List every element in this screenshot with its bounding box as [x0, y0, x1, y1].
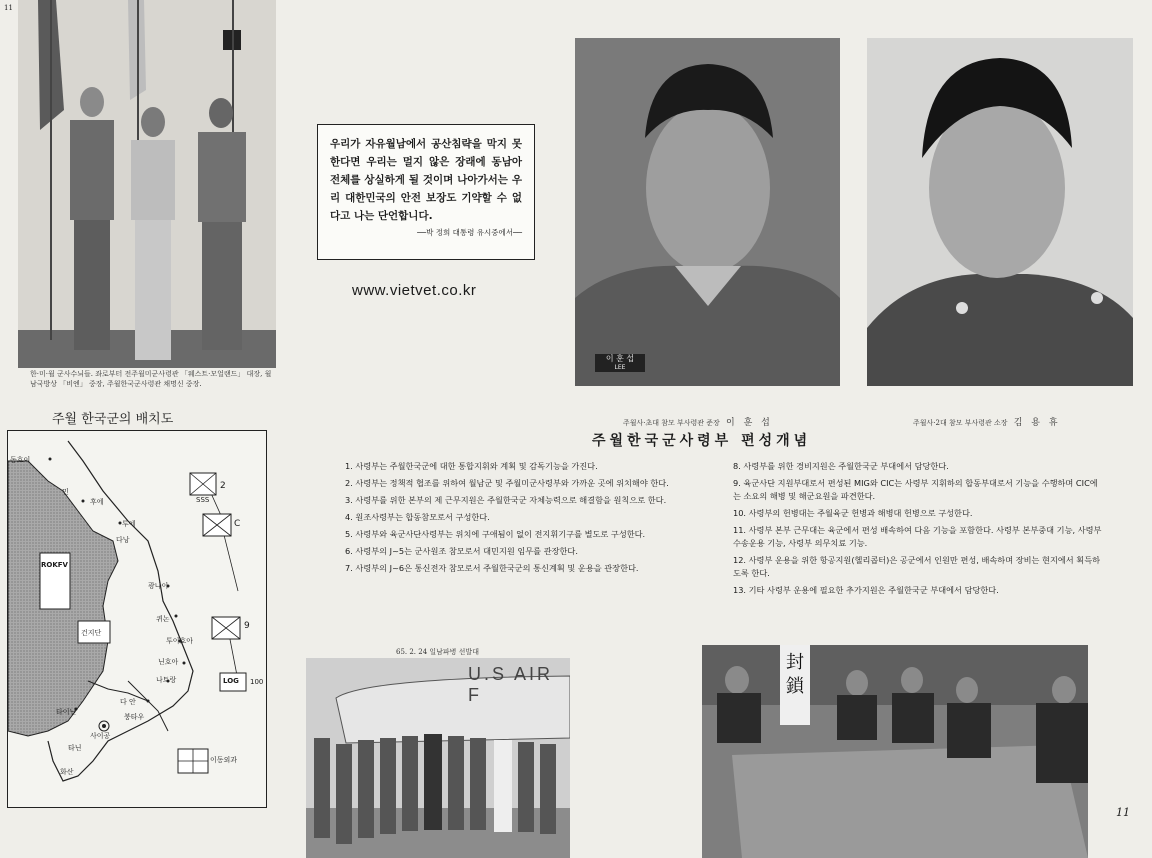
- map-label-nha-trang: 나트랑: [156, 676, 177, 684]
- nameplate-lee: [595, 354, 645, 372]
- section-title: 주월한국군사령부 편성개념: [592, 433, 812, 449]
- list-item: 11. 사령부 본부 근무대는 육군에서 편성 배속하여 다음 기능을 포함한다. 사령부 본부중대 기능, 사령부 수송운용 기능, 사령부 의무치료 기능.: [733, 525, 1102, 548]
- map-label-can-tho: 타닌: [68, 744, 82, 752]
- unit-log-number: 100: [250, 678, 264, 686]
- portrait-lee-title: 주월사·초대 참모 부사령관 준장: [623, 419, 720, 427]
- list-item: 12. 사령부 운용을 위한 항공지원(헬리콥터)은 공군에서 인원만 편성, 배속하며 장비는 현지에서 획득하도록 한다.: [733, 555, 1101, 578]
- photo-advance-party: [306, 658, 570, 858]
- quote-box: [317, 124, 535, 260]
- section-list-right: [733, 460, 1103, 601]
- portrait-kim: [867, 38, 1133, 386]
- photo-commanders: [18, 0, 276, 368]
- map-label-da-lat: 다 안: [120, 698, 136, 706]
- portrait-kim-title: 주월사·2대 참모 부사령관 소장: [913, 419, 1008, 427]
- unit-c: C: [234, 519, 241, 529]
- page-number-left-mark: 11: [4, 4, 13, 12]
- map-label-tan-an: 타이닌: [56, 708, 77, 716]
- map-label-hue: 후에: [90, 498, 104, 506]
- watermark-url: www.vietvet.co.kr: [352, 282, 477, 299]
- map-label-da-nang: 다낭: [116, 536, 130, 544]
- map-label-mobile-surgical: 이동외과: [210, 756, 238, 764]
- quote-text: 우리가 자유월남에서 공산침략을 막지 못한다면 우리는 멀지 않은 장래에 동남아 전체를 상실하게 될 것이며 나아가서는 우리 대한민국의 안전 보장도 기약할 수 없다고 나는 단언합니다.: [330, 138, 522, 222]
- map-label-dong-ha: 동호이: [10, 456, 31, 464]
- aircraft-text: U.S AIR F: [468, 664, 554, 705]
- deployment-map: [7, 430, 267, 808]
- airport-photo-caption: 65. 2. 24 일남파병 선발대: [396, 648, 479, 656]
- list-item: 7. 사령부의 J~6은 통신전자 참모로서 주월한국군의 통신계획 및 운용을 관장한다.: [345, 563, 639, 573]
- list-item: 13. 기타 사령부 운용에 필요한 추가지원은 주월한국군 부대에서 담당한다.: [733, 585, 999, 595]
- map-label-tuy-hoa: 투이호아: [166, 637, 194, 645]
- unit-9: 9: [244, 621, 250, 631]
- portrait-kim-caption: [913, 418, 1061, 428]
- portrait-lee-caption: [623, 418, 773, 428]
- photo-commanders-caption: 한·미·월 군사수뇌들. 좌로부터 전주월미군사령관 「웨스트·모얼랜드」 대장, 월남국방상 「비엔」 중장, 주월한국군사령관 채명신 중장.: [30, 370, 272, 388]
- nameplate-lee-latin: LEE: [614, 364, 626, 371]
- meeting-sign-text: 封鎖: [786, 652, 804, 697]
- map-label-bien-hoa: 붕타우: [124, 713, 145, 721]
- list-item: 8. 사령부를 위한 경비지원은 주월한국군 부대에서 담당한다.: [733, 461, 949, 471]
- list-item: 9. 육군사단 지원부대로서 편성된 MIG와 CIC는 사령부 지휘하의 합동부대로서 기능을 수행하며 CIC에는 소요의 해병 및 해군요원을 파견한다.: [733, 478, 1098, 501]
- map-label-qui-nhon: 퀴논: [156, 615, 170, 623]
- portrait-lee-name: 이 훈 섭: [726, 418, 773, 428]
- unit-construction: 건지단: [81, 629, 102, 637]
- photo-meeting: [702, 645, 1088, 858]
- nameplate-lee-name: 이 훈 섭: [605, 354, 635, 363]
- unit-2: 2: [220, 481, 226, 491]
- map-label-soc-trang: 화산: [60, 768, 74, 776]
- list-item: 4. 원조사령부는 합동참모로서 구성한다.: [345, 512, 490, 522]
- unit-rokfv: ROKFV: [41, 561, 68, 569]
- list-item: 10. 사령부의 헌병대는 주월육군 헌병과 해병대 헌병으로 구성한다.: [733, 508, 973, 518]
- list-item: 5. 사령부와 육군사단사령부는 위치에 구애됨이 없이 전지휘기구를 별도로 구성한다.: [345, 529, 646, 539]
- quote-source: ──박 정희 대통령 유시중에서──: [417, 228, 522, 237]
- list-item: 1. 사령부는 주월한국군에 대한 통합지휘와 계획 및 감독기능을 가진다.: [345, 461, 598, 471]
- portrait-kim-name: 김 용 휴: [1013, 418, 1061, 428]
- list-item: 3. 사령부를 위한 본부의 제 근무지원은 주월한국군 자체능력으로 해결함을 원칙으로 한다.: [345, 495, 667, 505]
- map-label-ban-me: 투에: [122, 520, 136, 528]
- page-number-right: 11: [1116, 806, 1130, 819]
- list-item: 2. 사령부는 정책적 협조를 위하여 월남군 및 주월미군사령부와 가까운 곳에 위치해야 한다.: [345, 478, 669, 488]
- map-label-quang-tri: 민: [62, 488, 69, 496]
- map-title: 주월 한국군의 배치도: [52, 412, 174, 427]
- section-list-left: [345, 460, 705, 579]
- list-item: 6. 사령부의 J~5는 군사원조 참모로서 대민지원 임무를 관장한다.: [345, 546, 578, 556]
- map-label-quang-ngai: 광나이: [148, 582, 169, 590]
- unit-log: LOG: [223, 677, 239, 685]
- map-label-ninh-hoa: 닌호아: [158, 658, 179, 666]
- portrait-lee: [575, 38, 840, 386]
- map-label-saigon: 사이공: [90, 732, 111, 740]
- unit-2-sub: SSS: [196, 496, 210, 504]
